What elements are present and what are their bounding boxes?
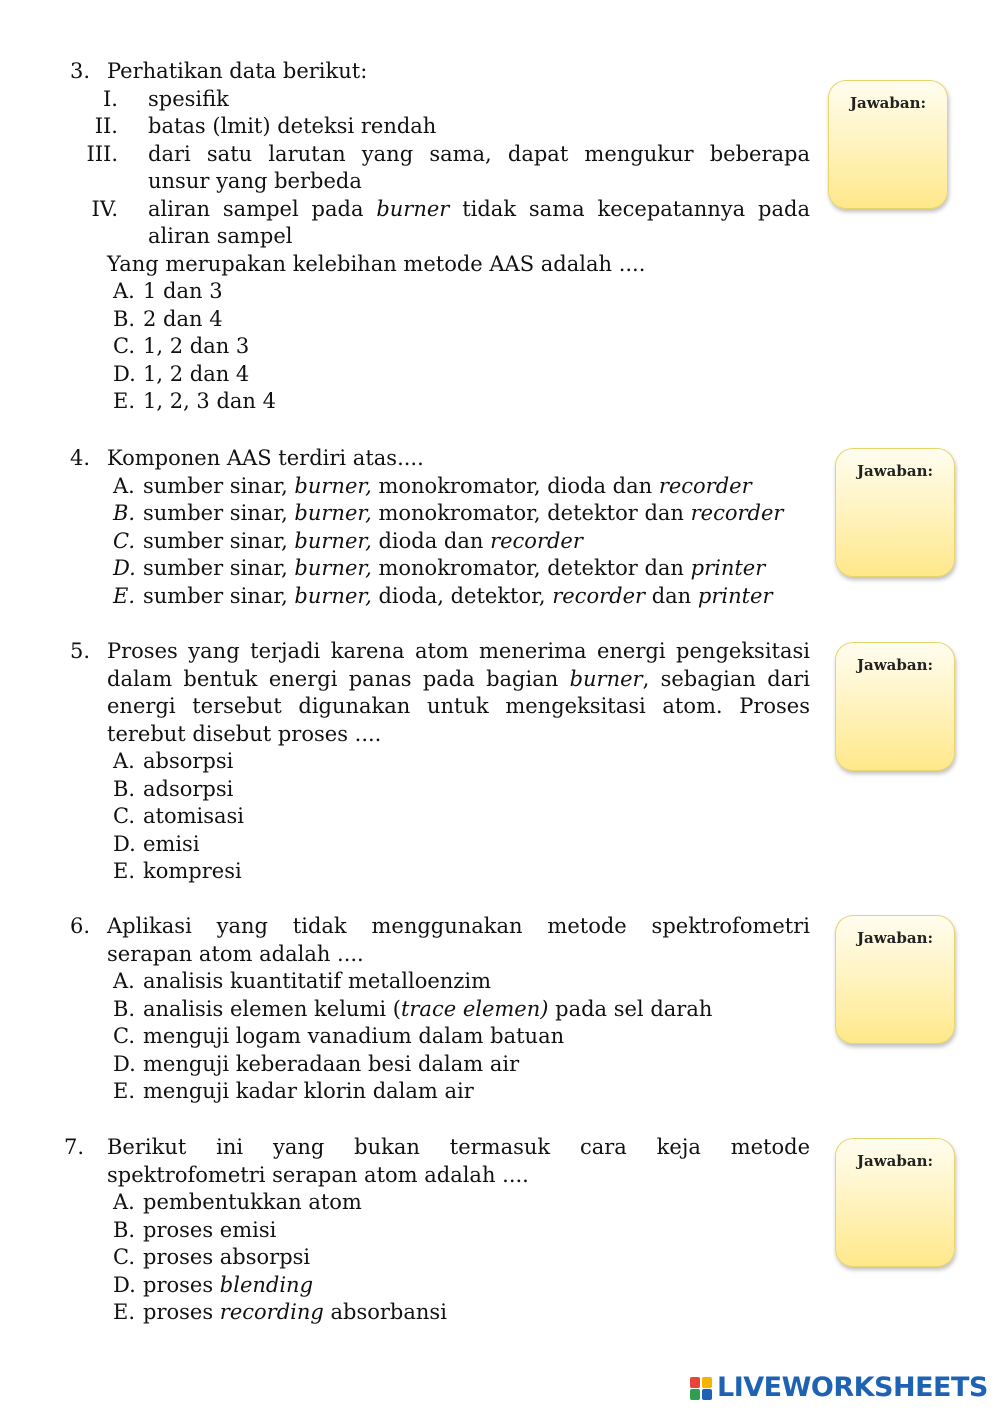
option-c[interactable]: C. atomisasi bbox=[113, 804, 245, 828]
question-intro: Perhatikan data berikut: bbox=[107, 59, 368, 83]
option-b[interactable]: B. analisis elemen kelumi (trace elemen) pada sel darah bbox=[113, 996, 713, 1021]
option-e[interactable]: E. proses recording absorbansi bbox=[113, 1300, 447, 1324]
logo-mark-icon bbox=[690, 1375, 714, 1401]
question-6 bbox=[70, 913, 810, 1106]
statement-item: III. dari satu larutan yang sama, dapat mengukur beberapa unsur yang berbeda bbox=[86, 141, 810, 193]
option-b[interactable]: B. proses emisi bbox=[113, 1217, 277, 1242]
option-d[interactable]: D. 1, 2 dan 4 bbox=[113, 361, 250, 386]
question-3 bbox=[70, 58, 810, 416]
question-text: Komponen AAS terdiri atas.... bbox=[107, 446, 424, 470]
question-number: 4. bbox=[70, 446, 91, 470]
question-text: Aplikasi yang tidak menggunakan metode spektrofometri serapan atom adalah .... bbox=[107, 914, 810, 966]
option-c[interactable]: C. 1, 2 dan 3 bbox=[113, 334, 250, 358]
answer-box-q7[interactable]: Jawaban: bbox=[835, 1138, 955, 1267]
question-4 bbox=[70, 445, 810, 610]
question-number: 6. bbox=[70, 914, 91, 938]
option-c[interactable]: C. proses absorpsi bbox=[113, 1245, 311, 1269]
option-a[interactable]: A. sumber sinar, burner, monokromator, dioda dan recorder bbox=[113, 473, 752, 498]
answer-box-q5[interactable]: Jawaban: bbox=[835, 642, 955, 771]
option-b[interactable]: B. adsorpsi bbox=[113, 776, 234, 801]
question-7 bbox=[64, 1134, 810, 1327]
option-d[interactable]: D. menguji keberadaan besi dalam air bbox=[113, 1051, 520, 1076]
question-text: Yang merupakan kelebihan metode AAS adalah .... bbox=[107, 251, 646, 276]
option-a[interactable]: A. 1 dan 3 bbox=[113, 279, 223, 303]
option-e[interactable]: E. 1, 2, 3 dan 4 bbox=[113, 389, 276, 413]
answer-box-q3[interactable]: Jawaban: bbox=[828, 80, 948, 209]
question-number: 5. bbox=[70, 639, 91, 663]
option-a[interactable]: A. analisis kuantitatif metalloenzim bbox=[113, 969, 491, 993]
option-a[interactable]: A. pembentukkan atom bbox=[113, 1190, 362, 1214]
option-d[interactable]: D. proses blending bbox=[113, 1272, 314, 1297]
answer-box-q6[interactable]: Jawaban: bbox=[835, 915, 955, 1044]
option-b[interactable]: B. sumber sinar, burner, monokromator, detektor dan recorder bbox=[113, 501, 784, 525]
logo-text: LIVEWORKSHEETS bbox=[717, 1372, 988, 1403]
statement-item: I. spesifik bbox=[103, 86, 229, 111]
option-d[interactable]: D. emisi bbox=[113, 831, 200, 856]
option-a[interactable]: A. absorpsi bbox=[113, 749, 234, 773]
statement-item: IV. aliran sampel pada burner tidak sama kecepatannya pada aliran sampel bbox=[91, 196, 810, 248]
option-d[interactable]: D. sumber sinar, burner, monokromator, detektor dan printer bbox=[113, 556, 766, 580]
answer-box-q4[interactable]: Jawaban: bbox=[835, 448, 955, 577]
question-text: Berikut ini yang bukan termasuk cara keja metode spektrofometri serapan atom adalah .... bbox=[107, 1135, 810, 1187]
question-number: 7. bbox=[64, 1135, 85, 1159]
option-e[interactable]: E. kompresi bbox=[113, 859, 242, 883]
option-c[interactable]: C. sumber sinar, burner, dioda dan recorder bbox=[113, 528, 583, 553]
option-e[interactable]: E. menguji kadar klorin dalam air bbox=[113, 1079, 474, 1103]
option-e[interactable]: E. sumber sinar, burner, dioda, detektor, recorder dan printer bbox=[113, 583, 773, 608]
liveworksheets-logo bbox=[690, 1372, 988, 1403]
question-number: 3. bbox=[70, 59, 91, 83]
option-b[interactable]: B. 2 dan 4 bbox=[113, 306, 223, 331]
question-text: Proses yang terjadi karena atom menerima energi pengeksitasi dalam bentuk energi panas pada bagian burner, sebagian dari energi tersebut digunakan untuk mengeksitasi atom. Proses terebut disebut proses .... bbox=[107, 639, 810, 746]
question-5 bbox=[70, 638, 810, 886]
option-c[interactable]: C. menguji logam vanadium dalam batuan bbox=[113, 1024, 565, 1048]
statement-item: II. batas (lmit) deteksi rendah bbox=[94, 114, 437, 138]
